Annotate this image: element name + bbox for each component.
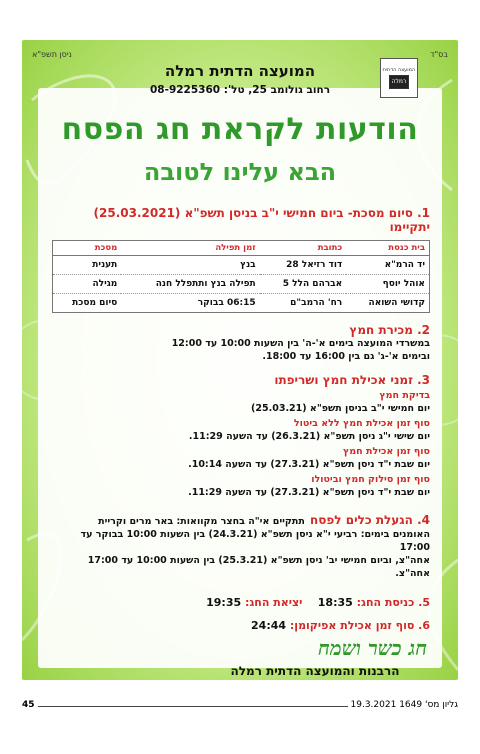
table-row xyxy=(53,275,430,294)
afikoman-time: 24:44 xyxy=(251,619,287,632)
holiday-start-label: 5. כניסת החג: xyxy=(356,596,430,609)
green-frame xyxy=(22,40,458,680)
table-cell: דוד רזיאל 28 xyxy=(260,256,347,275)
section2-line: במשרדי המועצה בימים א'-ה' בין השעות 10:00 עד 12:00 xyxy=(171,338,430,349)
section1-heading: 1. סיום מסכת- ביום חמישי י"ב בניסן תשפ"א (25.03.2021) יתקיימו xyxy=(93,206,430,234)
greeting-handwriting: חג כשר ושמח xyxy=(318,636,428,660)
table-row xyxy=(53,294,430,313)
section3-item-text: יום חמישי י"ב בניסן תשפ"א (25.03.21) xyxy=(251,403,430,414)
table-cell: רח' הרמב"ם xyxy=(260,294,347,313)
section5-times xyxy=(52,596,430,609)
table-cell: יד הרמ"א xyxy=(346,256,429,275)
section4-line: אחה"צ, וביום חמישי יב' ניסן תשפ"א (25.3.21) בין השעות 10:00 עד 17:00 אחה"צ. xyxy=(87,555,430,579)
section4-line: האומנים בימים: רביעי י"א ניסן תשפ"א (24.3.21) בין השעות 10:00 בבוקר עד 17:00 xyxy=(80,529,430,553)
section2-line: ובימים א'-ג' גם בין 16:00 עד 18:00. xyxy=(262,351,430,362)
issue-info: גליון מס' 1649 19.3.2021 xyxy=(348,700,458,710)
main-title: הודעות לקראת חג הפסח xyxy=(61,112,419,147)
table-header: בית כנסת xyxy=(346,241,429,256)
section4-heading-prefix: 4. הגעלת כלים לפסח xyxy=(309,513,430,527)
corner-date: ניסן תשפ"א xyxy=(32,50,72,59)
table-header: זמן תפילה xyxy=(121,241,259,256)
section4-heading xyxy=(52,509,430,528)
section3-item-text: יום שבת י"ד ניסן תשפ"א (27.3.21) עד השעה 11:29. xyxy=(188,487,430,498)
table-cell: מגילה xyxy=(53,275,122,294)
table-cell: סיום מסכת xyxy=(53,294,122,313)
holiday-end-time: 19:35 xyxy=(206,596,242,609)
logo-mid-text: רמלה xyxy=(389,75,409,89)
logo-top-text: המועצה הדתית xyxy=(382,67,416,73)
section3-item-label: סוף זמן אכילת חמץ xyxy=(342,446,430,457)
sub-title: הבא עלינו לטובה xyxy=(143,158,337,186)
signature: הרבנות והמועצה הדתית רמלה xyxy=(230,664,400,678)
table-cell: אברהם הלל 5 xyxy=(260,275,347,294)
table-header: מסכת xyxy=(53,241,122,256)
section3-item-label: סוף זמן סילוק חמץ וביטולו xyxy=(311,474,430,485)
table-row xyxy=(53,256,430,275)
table-cell: תענית xyxy=(53,256,122,275)
table-cell: תפילה בנץ ותתפלל חנה xyxy=(121,275,259,294)
section3-item-text: יום שישי י"ג ניסן תשפ"א (26.3.21) עד השעה 11:29. xyxy=(188,431,430,442)
section3-item-text: יום שבת י"ד ניסן תשפ"א (27.3.21) עד השעה 10:14. xyxy=(188,459,430,470)
section4-heading-suffix: תתקיים אי"ה בחצר מקוואות: באר מרים וקריית xyxy=(98,516,305,527)
notice-content xyxy=(52,200,430,632)
section3-heading: 3. זמני אכילת חמץ ושריפתו xyxy=(274,373,430,387)
holiday-start-time: 18:35 xyxy=(317,596,353,609)
synagogue-table xyxy=(52,240,430,313)
header-address: רחוב גולומב 25, טל': 08-9225360 xyxy=(149,84,331,96)
section3-item-label: בדיקת חמץ xyxy=(379,390,430,401)
header-title: המועצה הדתית רמלה xyxy=(164,62,316,80)
corner-bsd: בס"ד xyxy=(430,50,448,59)
page-number: 45 xyxy=(22,700,38,710)
afikoman-label: 6. סוף זמן אכילת אפיקומן: xyxy=(289,619,430,632)
section6-time xyxy=(52,619,430,632)
table-header: כתובת xyxy=(260,241,347,256)
table-cell: 06:15 בבוקר xyxy=(121,294,259,313)
table-cell: בנץ xyxy=(121,256,259,275)
section2-heading: 2. מכירת חמץ xyxy=(349,323,430,337)
section3-item-label: סוף זמן אכילת חמץ ללא ביטול xyxy=(293,418,430,429)
table-cell: אוהל יוסף xyxy=(346,275,429,294)
table-header-row xyxy=(53,241,430,256)
holiday-end-label: יציאת החג: xyxy=(244,596,303,609)
table-cell: קדושי השואה xyxy=(346,294,429,313)
